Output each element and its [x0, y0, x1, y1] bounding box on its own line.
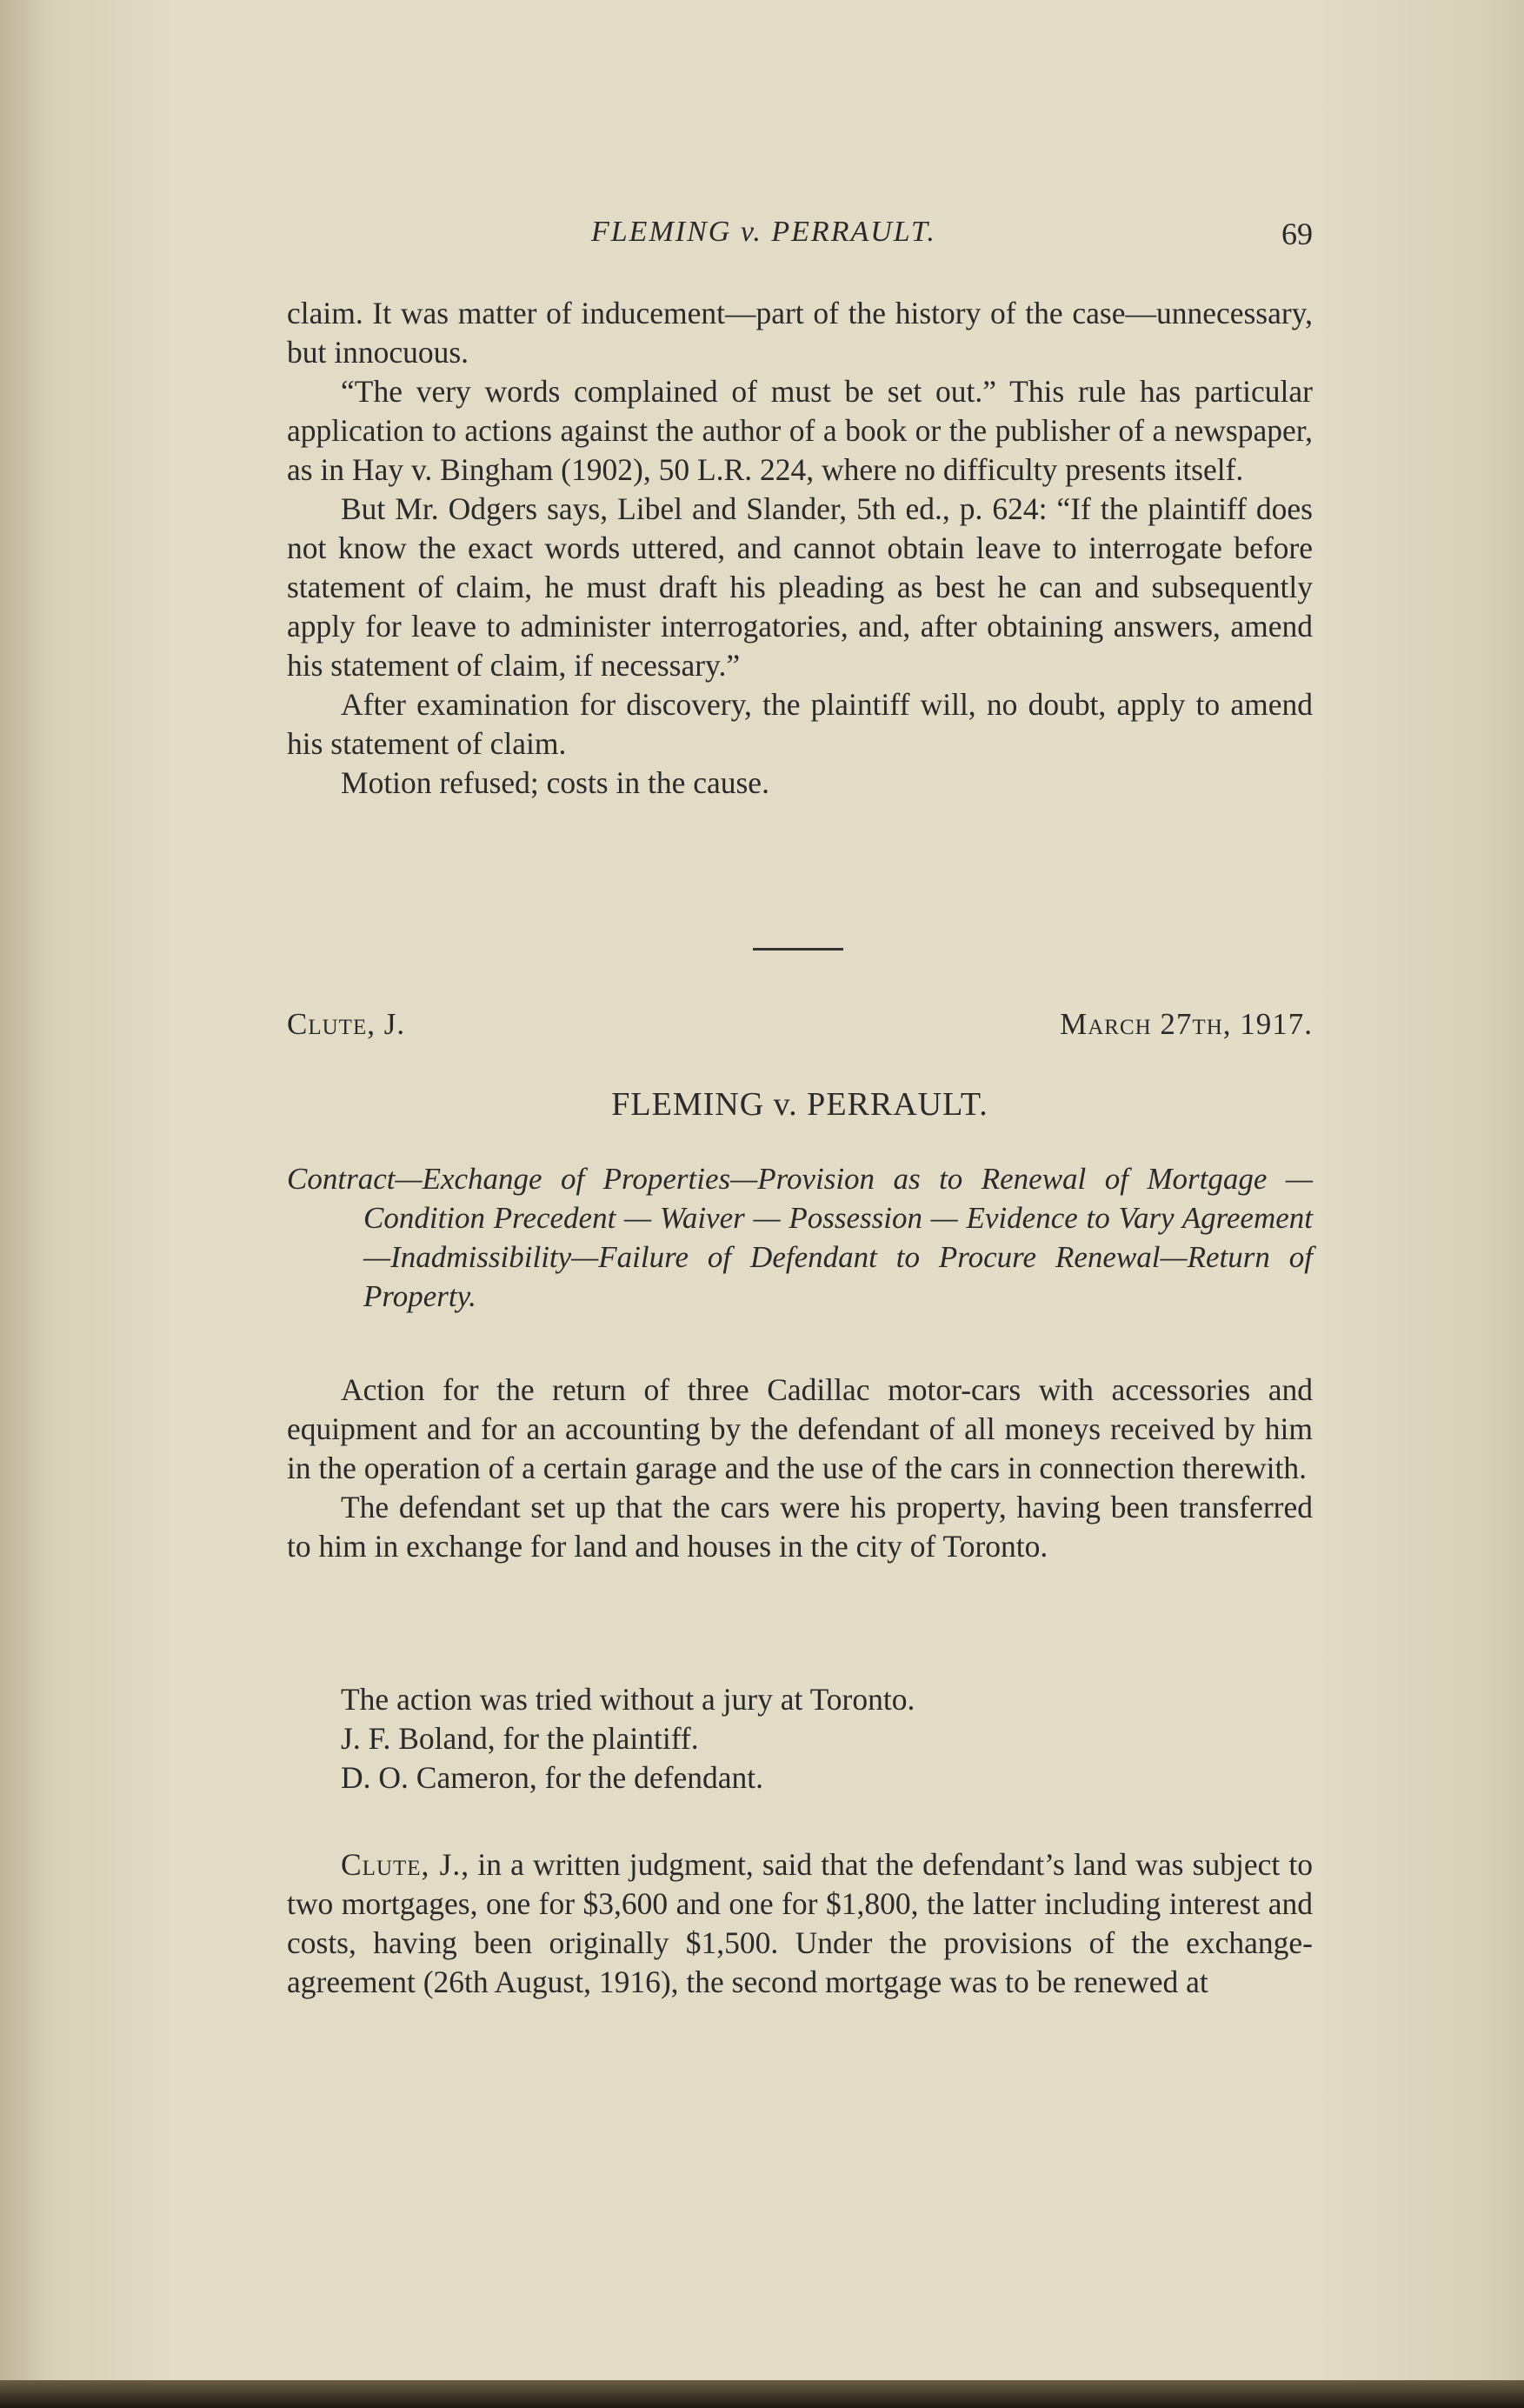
paragraph: The defendant set up that the cars were his property, having been transferred to him in exchange for land and houses in the city of Toronto.: [287, 1490, 1313, 1564]
paragraph: claim. It was matter of inducement—part of the history of the case—unnecessary, but innocuous.: [287, 296, 1313, 370]
trial-note: The action was tried without a jury at Toronto.: [341, 1682, 915, 1717]
judgment-paragraph: [287, 1845, 1313, 2002]
section-divider: [753, 948, 843, 951]
judgment-text: , in a written judgment, said that the defendant’s land was subject to two mortgages, one for $3,600 and one for $1,800, the latter including interest and costs, having been originally $1,500. Under the provisions of the exchange-agreement (26th August, 1916), the second mortgage was to be renewed at: [287, 1847, 1313, 1999]
case-title: FLEMING v. PERRAULT.: [611, 1086, 988, 1123]
running-title: FLEMING v. PERRAULT.: [591, 216, 936, 248]
decision-date: March 27th, 1917.: [1060, 1007, 1313, 1041]
judge-name: Clute, J.: [287, 1007, 406, 1041]
judgment-block: [287, 1845, 1313, 2002]
paragraph: “The very words complained of must be set out.” This rule has particular application to actions against the author of a book or the publisher of a newspaper, as in Hay v. Bingham (1902), 50 L.R. 224, where no difficulty presents itself.: [287, 374, 1313, 487]
judgment-judge: Clute, J.: [341, 1847, 462, 1882]
paragraph: But Mr. Odgers says, Libel and Slander, 5th ed., p. 624: “If the plaintiff does not know the exact words uttered, and cannot obtain leave to interrogate before statement of claim, he must draft his pleading as best he can and subsequently apply for leave to administer interrogatories, and, after obtaining answers, amend his statement of claim, if necessary.”: [287, 491, 1313, 683]
page-number: 69: [1281, 217, 1313, 251]
page-bottom-edge: [0, 2380, 1524, 2408]
headnote: Contract—Exchange of Properties—Provision as to Renewal of Mortgage — Condition Precedent — Waiver — Possession — Evidence to Vary Agreement—Inadmissibility—Failure of Defendant to Procure Renewal—Return of Property.: [287, 1162, 1313, 1313]
plaintiff-counsel: J. F. Boland, for the plaintiff.: [341, 1721, 699, 1756]
defendant-counsel: D. O. Cameron, for the defendant.: [341, 1760, 763, 1795]
paragraph: Action for the return of three Cadillac motor-cars with accessories and equipment and for an accounting by the defendant of all moneys received by him in the operation of a certain garage and the use of the cars in connection therewith.: [287, 1372, 1313, 1485]
top-text-block: [287, 294, 1313, 803]
page-header: [287, 216, 1313, 259]
facts-block: [287, 1371, 1313, 1566]
paragraph: After examination for discovery, the plaintiff will, no doubt, apply to amend his statement of claim.: [287, 687, 1313, 761]
trial-block: [287, 1680, 1313, 1798]
paragraph: Motion refused; costs in the cause.: [341, 765, 769, 800]
